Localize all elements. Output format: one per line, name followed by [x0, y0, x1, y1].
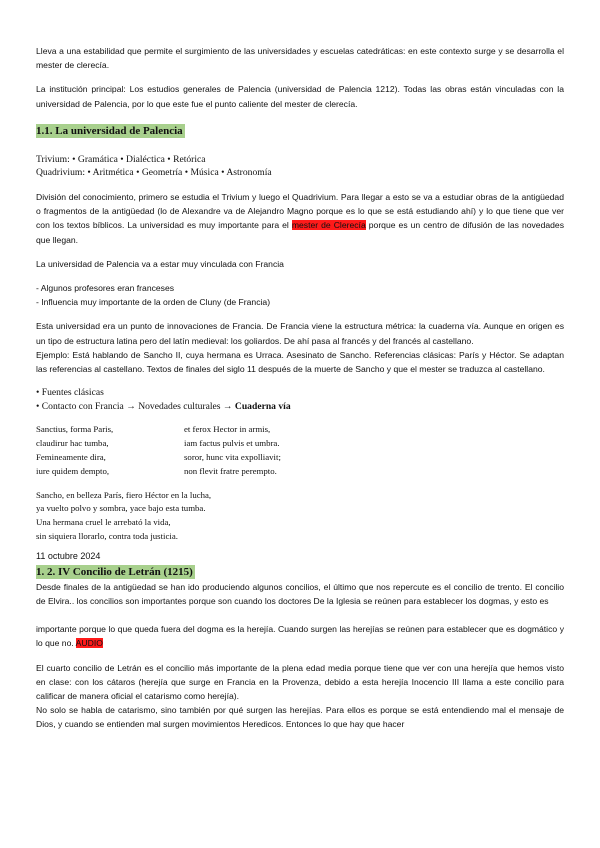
verse-line: Sanctius, forma Paris, [36, 424, 114, 435]
list-item: - Influencia muy importante de la orden de Cluny (de Francia) [36, 297, 271, 308]
list-item: - Algunos profesores eran franceses [36, 283, 175, 294]
spanish-translation [36, 489, 564, 544]
heading-text: 1. 2. IV Concilio de Letrán (1215) [36, 565, 193, 578]
paragraph-institution: La institución principal: Los estudios generales de Palencia (universidad de Palencia 1212). Todas las obras están vinculadas con la universidad de Palencia, por lo que este fue el punto caliente del mester de clerecía. [36, 84, 564, 109]
verse-line: sin siquiera llorarlo, contra toda justicia. [36, 531, 178, 541]
paragraph-cuarto-concilio: El cuarto concilio de Letrán es el concilio más importante de la plena edad media porque tiene que ver con una herejía que hemos visto en clase: con los cátaros (herejía que surge en Francia en la Provenza, debido a esta herejía Inocencio III llama a este concilio para calificar de manera oficial el catarismo como herejía). [36, 662, 564, 702]
document-page [36, 44, 564, 732]
paragraph-ejemplo: Ejemplo: Está hablando de Sancho II, cuya hermana es Urraca. Asesinato de Sancho. Referencias clásicas: París y Héctor. Se adaptan las referencias al castellano. Textos de finales del siglo 11 después de la muerte de Sancho y que el mester se traduzca al castellano. [36, 349, 564, 375]
paragraph-concilios: Desde finales de la antigüedad se han ido produciendo algunos concilios, el último que nos repercute es el concilio de trento. El concilio de Elvira.. los concilios son importantes porque son cuando los doctores De la Iglesia se reúnen para establecer los dogmas, y esto es [36, 581, 564, 606]
translation-column [36, 489, 211, 544]
verse-line: ya vuelto polvo y sombra, yace bajo esta tumba. [36, 503, 206, 514]
quadrivium-line: Quadrivium: • Aritmética • Geometría • Música • Astronomía [36, 167, 272, 179]
fuentes-line: • Fuentes clásicas [36, 387, 104, 399]
paragraph-division [36, 190, 564, 247]
verse-line: claudirur hac tumba, [36, 438, 109, 449]
verse-line: Femineamente dira, [36, 452, 106, 463]
verse-line: Sancho, en belleza París, fiero Héctor en la lucha, [36, 489, 212, 500]
verse-line: soror, hunc vita expolliavit; [184, 452, 281, 463]
contacto-line [36, 400, 564, 414]
latin-epitaph [36, 423, 564, 478]
text-run: División del conocimiento, primero se estudia el Trivium y luego el Quadrivium. Para llegar a esto se va a estudiar obras de la antigüedad o fragmentos de la antigüedad (lo de Alexandre va de Alejandro Magno porque es lo que se está estudiando ahí) y lo que tiene que ver con los textos bíblicos. La universidad es muy importante para el [36, 192, 564, 231]
highlight-mester: mester de Clerecía [291, 220, 366, 231]
verse-line: non flevit fratre perempto. [184, 465, 277, 476]
verse-line: Una hermana cruel le arrebató la vida, [36, 517, 171, 528]
cuaderna-via-label: Cuaderna vía [234, 400, 291, 412]
heading-text: 1.1. La universidad de Palencia [36, 124, 183, 137]
paragraph-intro: Lleva a una estabilidad que permite el surgimiento de las universidades y escuelas catedráticas: en este contexto surge y se desarrolla el mester de clerecía. [36, 46, 564, 71]
paragraph-francia: La universidad de Palencia va a estar muy vinculada con Francia [36, 258, 284, 269]
date-line: 11 octubre 2024 [36, 550, 101, 561]
verse-line: iure quidem dempto, [36, 465, 110, 476]
latin-right-column [184, 423, 281, 478]
section-heading-letran [36, 562, 564, 580]
text-run: porque es un centro de difusión de las novedades que llegan. [36, 220, 564, 245]
text-run: importante porque lo que queda fuera del dogma es la herejía. Cuando surgen las herejías se reúnen para establecer que es dogmático y lo que no. [36, 624, 564, 649]
section-heading-palencia [36, 121, 564, 139]
verse-line: et ferox Hector in armis, [184, 424, 271, 435]
paragraph-catarismo: No solo se habla de catarismo, sino también por qué surgen las herejías. Para ellos es porque se está entendiendo mal el mensaje de Dios, y cuando se entienden mal surgen movimientos Heredicos. Entonces lo que hay que hacer [36, 705, 564, 730]
paragraph-innovaciones: Esta universidad era un punto de innovaciones de Francia. De Francia viene la estructura métrica: la cuaderna vía. Aunque en origen es un tipo de estructura latina pero del latín medieval: los goliardos. De ahí pasa al francés y del francés al castellano. [36, 321, 564, 346]
paragraph-herejia [36, 622, 564, 650]
text-run: • Contacto con Francia → Novedades culturales → [36, 400, 235, 412]
highlight-audio: AUDIO [75, 638, 103, 649]
trivium-line: Trivium: • Gramática • Dialéctica • Retórica [36, 153, 206, 165]
latin-left-column [36, 423, 184, 478]
verse-line: iam factus pulvis et umbra. [184, 438, 280, 449]
